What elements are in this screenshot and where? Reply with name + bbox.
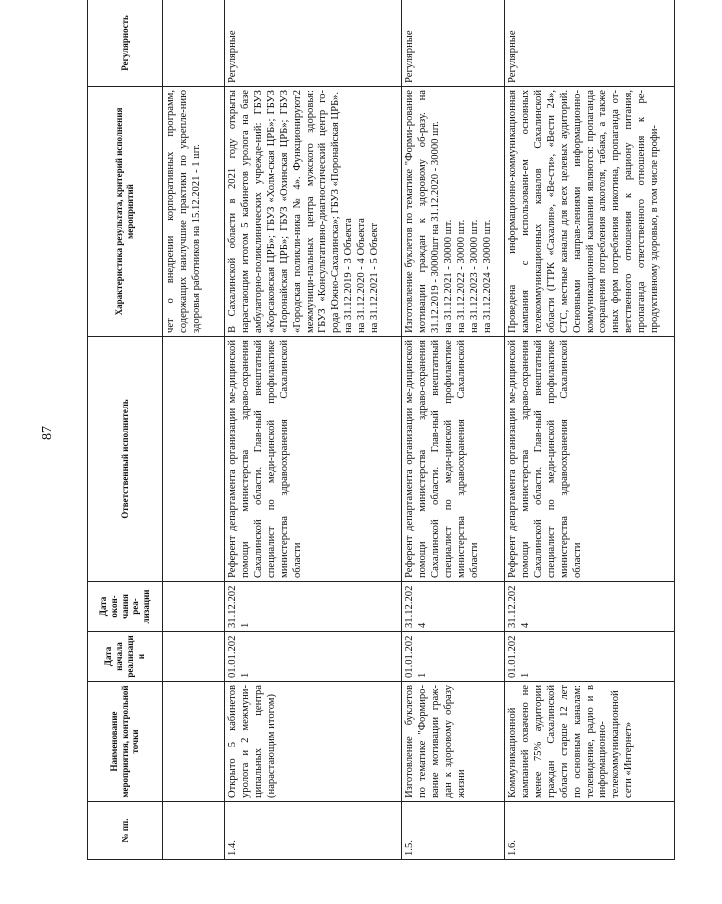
cell-end: 31.12.2021 [225,582,402,632]
cell-responsible: Референт департамента организации ме-дицинской помощи министерства здраво-охранения Сахалинской области. Глав-ный внештатный специалист по меди-цинской профилактике министерства здравоохранения Сахалинской области [402,337,505,582]
cell-start [163,632,225,682]
cell-start: 01.01.2021 [225,632,402,682]
cell-responsible: Референт департамента организации ме-дицинской помощи министерства здраво-охранения Сахалинской области. Глав-ный внештатный специалист по меди-цинской профилактике министерства здравоохранения Сахалинской области [225,337,402,582]
cell-name: Коммуникационной кампанией охвачено не менее 75% аудитории граждан Сахалинской области старше 12 лет по основным каналам: телевидение, радио и в информационно-телекоммуникационной сети «Интернет» [505,682,675,802]
table-row [505,0,675,860]
table-header-row [88,0,163,860]
cell-start: 01.01.2021 [505,632,675,682]
cell-result: Проведена информационно-коммуникационная кампания с использовани-ем основных телекоммуникационных каналов Сахалинской области (ГТРК «Сахалин», «Ве-сти», «Вести 24», СТС, местные каналы для всех целевых аудиторий. Основными направ-лениями информационно-коммуникационной кампании являются: пропаганда сокращения потребления алкоголя, табака, а также иных форм потребления никотина, пропаганда от-ветственного отношения к рациону питания, пропаганда ответственного отношения к ре-продуктивному здоровью, в том числе профи- [505,87,675,337]
cell-name: Открыто 5 кабинетов уролога и 2 межмуни-ципальных центра (нарастающим итогом) [225,682,402,802]
cell-num: 1.6. [505,802,675,860]
table-row [225,0,402,860]
cell-result: Изготовление буклетов по тематике "Форми-рование мотивации граждан к здоровому об-разу. на 31.12.2019 - 30000шт на 31.12.2020 - 30000 шт. на 31.12.2021 - 30000 шт. на 31.12.2022 - 30000 шт. на 31.12.2023 - 30000 шт. на 31.12.2024 - 30000 шт. [402,87,505,337]
cell-start: 01.01.2021 [402,632,505,682]
cell-num: 1.5. [402,802,505,860]
cell-regularity: Регулярные [505,0,675,87]
cell-num [163,802,225,860]
header-end: Дата окон-чания реа-лизации [88,582,163,632]
cell-end [163,582,225,632]
rotated-page [87,0,722,860]
measures-table [87,0,675,860]
cell-end: 31.12.2024 [402,582,505,632]
header-name: Наименование мероприятия, контрольной точки [88,682,163,802]
cell-num: 1.4. [225,802,402,860]
cell-responsible: Референт департамента организации ме-дицинской помощи министерства здраво-охранения Сахалинской области. Глав-ный внештатный специалист по меди-цинской профилактике министерства здравоохранения Сахалинской области [505,337,675,582]
cell-result: В Сахалинской области в 2021 году открыты нарастающим итогом 5 кабинетов уролога на базе амбулаторно-поликлинических учрежде-ний: ГБУЗ «Корсаковская ЦРБ»; ГБУЗ «Холм-ская ЦРБ»; ГБУЗ «Поронайская ЦРБ»; ГБУЗ «Охинская ЦРБ»; ГБУЗ «Городская поликли-ника № 4». Функционируют2 межмуници-пальных центра мужского здоровья: ГБУЗ «Консультативно-диагностический центр го-рода Южно-Сахалинска»; ГБУЗ «Поронайская ЦРБ». на 31.12.2019 - 3 Объекта на 31.12.2020 - 4 Объекта на 31.12.2021 - 5 Объект [225,87,402,337]
cell-name: Изготовление буклетов по тематике "Формиро-вание мотивации граж-дан к здоровому образу жизни [402,682,505,802]
cell-name [163,682,225,802]
header-result: Характеристика результата, критерий исполнения мероприятий [88,87,163,337]
cell-result: чет о внедрении корпоративных программ, содержащих наилучшие практики по укрепле-нию здоровья работников на 15.12.2021 - 1 шт. [163,87,225,337]
cell-regularity: Регулярные [225,0,402,87]
header-responsible: Ответственный исполнитель [88,337,163,582]
cell-regularity [163,0,225,87]
table-row-continuation [163,0,225,860]
cell-regularity: Регулярные [402,0,505,87]
cell-end: 31.12.2024 [505,582,675,632]
header-num: № пп. [88,802,163,860]
header-regularity: Регулярность [88,0,163,87]
header-start: Дата начала реализации [88,632,163,682]
page-number: 87 [40,426,55,440]
cell-responsible [163,337,225,582]
table-row [402,0,505,860]
